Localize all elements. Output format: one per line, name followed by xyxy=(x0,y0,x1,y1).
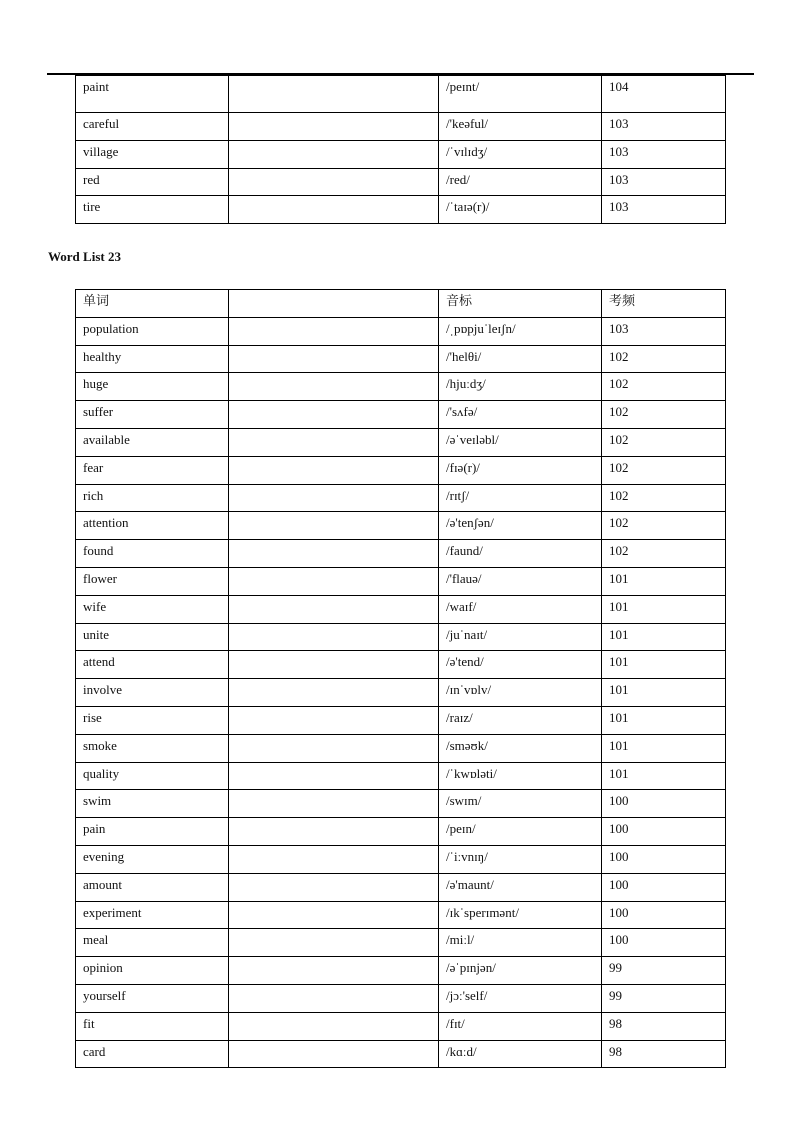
word-list-title: Word List 23 xyxy=(48,249,121,264)
frequency-cell: 100 xyxy=(602,790,726,818)
frequency-cell: 102 xyxy=(602,345,726,373)
word-cell: card xyxy=(76,1040,229,1068)
meaning-cell xyxy=(229,401,439,429)
meaning-cell xyxy=(229,484,439,512)
phonetic-cell: /kɑːd/ xyxy=(439,1040,602,1068)
meaning-cell xyxy=(229,140,439,168)
meaning-cell xyxy=(229,567,439,595)
frequency-cell: 102 xyxy=(602,373,726,401)
meaning-cell xyxy=(229,317,439,345)
frequency-cell: 100 xyxy=(602,929,726,957)
table-row xyxy=(76,113,726,141)
word-cell: found xyxy=(76,540,229,568)
phonetic-cell: /peɪn/ xyxy=(439,818,602,846)
phonetic-cell: /fɪt/ xyxy=(439,1012,602,1040)
phonetic-cell: /ɪkˈsperɪmənt/ xyxy=(439,901,602,929)
frequency-cell: 98 xyxy=(602,1040,726,1068)
phonetic-cell: /ˈtaɪə(r)/ xyxy=(439,196,602,224)
table-row xyxy=(76,76,726,113)
phonetic-cell: /ˌpɒpjuˈleɪʃn/ xyxy=(439,317,602,345)
phonetic-cell: /əˈveɪləbl/ xyxy=(439,428,602,456)
phonetic-cell: /sməʊk/ xyxy=(439,734,602,762)
table-row xyxy=(76,873,726,901)
word-cell: yourself xyxy=(76,984,229,1012)
frequency-cell: 102 xyxy=(602,428,726,456)
meaning-cell xyxy=(229,168,439,196)
phonetic-cell: /peɪnt/ xyxy=(439,76,602,113)
word-cell: evening xyxy=(76,845,229,873)
phonetic-cell: /red/ xyxy=(439,168,602,196)
meaning-cell xyxy=(229,113,439,141)
table-row xyxy=(76,317,726,345)
word-cell: suffer xyxy=(76,401,229,429)
phonetic-cell: /raɪz/ xyxy=(439,706,602,734)
meaning-cell xyxy=(229,679,439,707)
table-row xyxy=(76,1040,726,1068)
meaning-cell xyxy=(229,845,439,873)
frequency-cell: 101 xyxy=(602,762,726,790)
phonetic-cell: /jɔː'self/ xyxy=(439,984,602,1012)
word-cell: smoke xyxy=(76,734,229,762)
phonetic-cell: /əˈpɪnjən/ xyxy=(439,957,602,985)
frequency-cell: 102 xyxy=(602,484,726,512)
frequency-cell: 104 xyxy=(602,76,726,113)
frequency-cell: 99 xyxy=(602,984,726,1012)
table-row xyxy=(76,428,726,456)
word-cell: experiment xyxy=(76,901,229,929)
word-cell: wife xyxy=(76,595,229,623)
frequency-cell: 103 xyxy=(602,196,726,224)
phonetic-cell: /hjuːdʒ/ xyxy=(439,373,602,401)
frequency-cell: 101 xyxy=(602,651,726,679)
meaning-cell xyxy=(229,984,439,1012)
word-cell: red xyxy=(76,168,229,196)
word-cell: fit xyxy=(76,1012,229,1040)
meaning-cell xyxy=(229,623,439,651)
word-cell: opinion xyxy=(76,957,229,985)
phonetic-cell: /rɪtʃ/ xyxy=(439,484,602,512)
meaning-cell xyxy=(229,706,439,734)
table-row xyxy=(76,845,726,873)
meaning-cell xyxy=(229,734,439,762)
continued-word-table xyxy=(75,75,726,224)
meaning-cell xyxy=(229,929,439,957)
phonetic-cell: /ˈvɪlɪdʒ/ xyxy=(439,140,602,168)
frequency-cell: 103 xyxy=(602,317,726,345)
phonetic-cell: /ɪnˈvɒlv/ xyxy=(439,679,602,707)
word-cell: village xyxy=(76,140,229,168)
frequency-cell: 103 xyxy=(602,168,726,196)
phonetic-cell: /miːl/ xyxy=(439,929,602,957)
table-row xyxy=(76,706,726,734)
table-row xyxy=(76,484,726,512)
meaning-cell xyxy=(229,818,439,846)
frequency-cell: 103 xyxy=(602,140,726,168)
frequency-cell: 102 xyxy=(602,512,726,540)
word-cell: unite xyxy=(76,623,229,651)
table-row xyxy=(76,196,726,224)
table-row xyxy=(76,540,726,568)
word-cell: pain xyxy=(76,818,229,846)
meaning-cell xyxy=(229,1012,439,1040)
meaning-cell xyxy=(229,512,439,540)
header-phonetic: 音标 xyxy=(439,290,602,318)
meaning-cell xyxy=(229,651,439,679)
word-cell: attention xyxy=(76,512,229,540)
phonetic-cell: /ə'tenʃən/ xyxy=(439,512,602,540)
phonetic-cell: /'keəful/ xyxy=(439,113,602,141)
table-row xyxy=(76,512,726,540)
table-row xyxy=(76,373,726,401)
frequency-cell: 101 xyxy=(602,567,726,595)
table-row xyxy=(76,651,726,679)
table-row xyxy=(76,762,726,790)
meaning-cell xyxy=(229,540,439,568)
table-row xyxy=(76,818,726,846)
word-cell: quality xyxy=(76,762,229,790)
table-row xyxy=(76,679,726,707)
word-cell: healthy xyxy=(76,345,229,373)
frequency-cell: 103 xyxy=(602,113,726,141)
meaning-cell xyxy=(229,901,439,929)
table-row xyxy=(76,901,726,929)
word-cell: attend xyxy=(76,651,229,679)
word-cell: fear xyxy=(76,456,229,484)
table-row xyxy=(76,401,726,429)
meaning-cell xyxy=(229,345,439,373)
header-meaning xyxy=(229,290,439,318)
table-row xyxy=(76,734,726,762)
frequency-cell: 101 xyxy=(602,595,726,623)
word-list-table xyxy=(75,289,726,1068)
word-cell: available xyxy=(76,428,229,456)
table-row xyxy=(76,623,726,651)
meaning-cell xyxy=(229,1040,439,1068)
phonetic-cell: /'helθi/ xyxy=(439,345,602,373)
frequency-cell: 102 xyxy=(602,540,726,568)
meaning-cell xyxy=(229,762,439,790)
table-row xyxy=(76,1012,726,1040)
table-row xyxy=(76,567,726,595)
frequency-cell: 102 xyxy=(602,401,726,429)
meaning-cell xyxy=(229,76,439,113)
word-cell: swim xyxy=(76,790,229,818)
phonetic-cell: /juˈnaɪt/ xyxy=(439,623,602,651)
phonetic-cell: /ə'maunt/ xyxy=(439,873,602,901)
table-row xyxy=(76,168,726,196)
table-row xyxy=(76,595,726,623)
meaning-cell xyxy=(229,790,439,818)
meaning-cell xyxy=(229,373,439,401)
frequency-cell: 101 xyxy=(602,706,726,734)
word-cell: flower xyxy=(76,567,229,595)
word-cell: involve xyxy=(76,679,229,707)
frequency-cell: 101 xyxy=(602,679,726,707)
phonetic-cell: /'flauə/ xyxy=(439,567,602,595)
phonetic-cell: /ˈkwɒləti/ xyxy=(439,762,602,790)
frequency-cell: 100 xyxy=(602,901,726,929)
phonetic-cell: /'sʌfə/ xyxy=(439,401,602,429)
word-cell: huge xyxy=(76,373,229,401)
phonetic-cell: /faund/ xyxy=(439,540,602,568)
word-cell: rich xyxy=(76,484,229,512)
phonetic-cell: /fɪə(r)/ xyxy=(439,456,602,484)
frequency-cell: 100 xyxy=(602,873,726,901)
frequency-cell: 102 xyxy=(602,456,726,484)
table-row xyxy=(76,929,726,957)
word-cell: paint xyxy=(76,76,229,113)
word-cell: rise xyxy=(76,706,229,734)
table-row xyxy=(76,790,726,818)
frequency-cell: 98 xyxy=(602,1012,726,1040)
table-header-row xyxy=(76,290,726,318)
frequency-cell: 100 xyxy=(602,818,726,846)
header-frequency: 考频 xyxy=(602,290,726,318)
meaning-cell xyxy=(229,196,439,224)
table-row xyxy=(76,456,726,484)
word-cell: meal xyxy=(76,929,229,957)
frequency-cell: 99 xyxy=(602,957,726,985)
table-row xyxy=(76,140,726,168)
meaning-cell xyxy=(229,428,439,456)
meaning-cell xyxy=(229,873,439,901)
word-cell: tire xyxy=(76,196,229,224)
table-row xyxy=(76,957,726,985)
frequency-cell: 100 xyxy=(602,845,726,873)
phonetic-cell: /swɪm/ xyxy=(439,790,602,818)
frequency-cell: 101 xyxy=(602,623,726,651)
word-cell: population xyxy=(76,317,229,345)
table-row xyxy=(76,345,726,373)
frequency-cell: 101 xyxy=(602,734,726,762)
meaning-cell xyxy=(229,595,439,623)
phonetic-cell: /ə'tend/ xyxy=(439,651,602,679)
word-cell: careful xyxy=(76,113,229,141)
word-cell: amount xyxy=(76,873,229,901)
phonetic-cell: /waɪf/ xyxy=(439,595,602,623)
header-word: 单词 xyxy=(76,290,229,318)
phonetic-cell: /ˈiːvnɪŋ/ xyxy=(439,845,602,873)
meaning-cell xyxy=(229,456,439,484)
table-row xyxy=(76,984,726,1012)
meaning-cell xyxy=(229,957,439,985)
